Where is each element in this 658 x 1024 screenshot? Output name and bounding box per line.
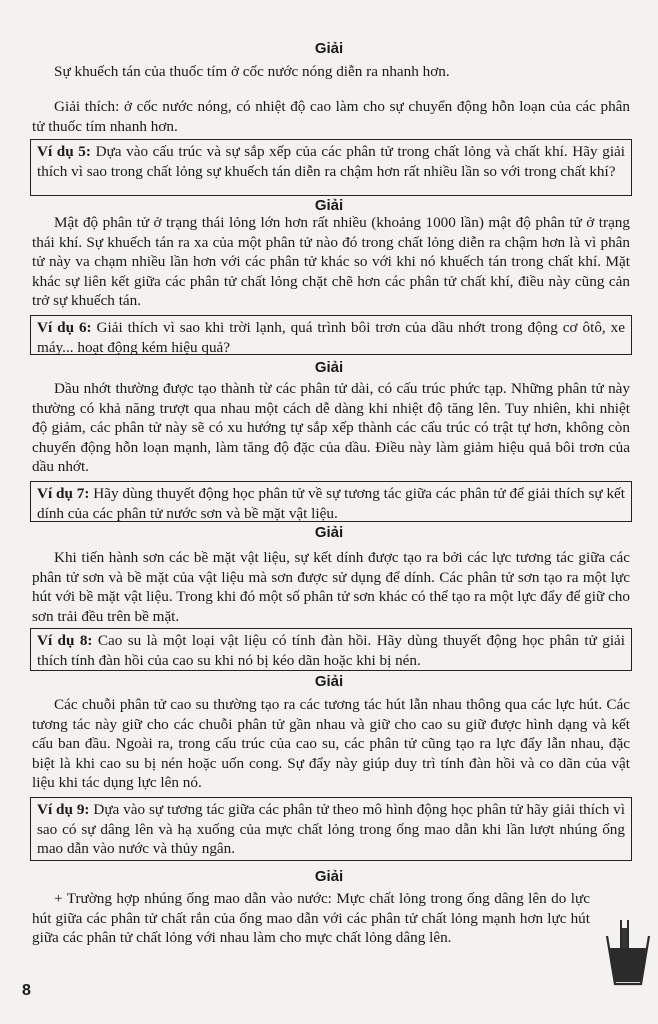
example-6-tag: Ví dụ 6: xyxy=(37,319,92,336)
intro-paragraph-1: Sự khuếch tán của thuốc tím ở cốc nước nóng diễn ra nhanh hơn. xyxy=(54,63,450,80)
example-5-box xyxy=(30,139,632,196)
example-8-box xyxy=(30,628,632,671)
example-7-answer: Khi tiến hành sơn các bề mặt vật liệu, sự kết dính được tạo ra bởi các lực tương tác giữa các phân tử sơn và bề mặt của vật liệu mà sơn được sử dụng để dính. Các phân tử sơn tạo ra một lực hút với bề mặt vật liệu. Trong khi đó một số phân tử sơn khác có thể tạo ra một lực đẩy để giữ cho sơn trải đều trên bề mặt. xyxy=(32,549,630,625)
answer-heading-5: Giải xyxy=(314,197,344,214)
example-7-question: Hãy dùng thuyết động học phân tử về sự tương tác giữa các phân tử để giải thích sự kết dính của các phân tử nước sơn và bề mặt vật liệu. xyxy=(37,485,625,522)
capillary-tube-in-water-icon xyxy=(604,918,652,991)
example-8-answer: Các chuỗi phân tử cao su thường tạo ra các tương tác hút lẫn nhau thông qua các lực hút. Các tương tác này giữ cho các chuỗi phân tử gần nhau và giữ cho cao su giữ được hình dạng và kết cấu ban đầu. Ngoài ra, trong cấu trúc của cao su, các phân tử cũng tạo ra lực đẩy lẫn nhau, đặc biệt là khi cao su bị nén hoặc uốn cong. Sự đẩy này giúp duy trì tính đàn hồi và co dãn của vật liệu khi tác dụng lực lên nó. xyxy=(32,696,630,791)
example-8-question: Cao su là một loại vật liệu có tính đàn hồi. Hãy dùng thuyết động học phân tử giải thích tính đàn hồi của cao su khi nó bị kéo dãn hoặc khi bị nén. xyxy=(37,632,625,669)
example-9-tag: Ví dụ 9: xyxy=(37,801,90,818)
answer-heading-9: Giải xyxy=(314,868,344,885)
example-6-question: Giải thích vì sao khi trời lạnh, quá trình bôi trơn của dầu nhớt trong động cơ ôtô, xe máy... hoạt động kém hiệu quả? xyxy=(37,319,625,356)
example-9-answer: + Trường hợp nhúng ống mao dẫn vào nước: Mực chất lỏng trong ống dâng lên do lực hút giữa các phân tử chất rắn của ống mao dẫn với các phân tử chất lỏng mạnh hơn lực hút giữa các phân tử chất lỏng với nhau làm cho mực chất lỏng dâng lên. xyxy=(32,890,590,946)
example-6-answer: Dầu nhớt thường được tạo thành từ các phân tử dài, có cấu trúc phức tạp. Những phân tử này thường có khả năng trượt qua nhau một cách dễ dàng khi nhiệt độ tăng lên. Tuy nhiên, khi nhiệt độ giảm, các phân tử này sẽ có xu hướng tự sắp xếp thành các cấu trúc có trật tự hơn, không còn chuyển động hỗn loạn mạnh, làm tăng độ đặc của dầu. Điều này làm giảm hiệu quả bôi trơn của dầu nhớt. xyxy=(32,380,630,475)
example-8-tag: Ví dụ 8: xyxy=(37,632,93,649)
example-5-tag: Ví dụ 5: xyxy=(37,143,91,160)
answer-heading-7: Giải xyxy=(314,524,344,541)
answer-heading-8: Giải xyxy=(314,673,344,690)
example-9-box xyxy=(30,797,632,861)
example-7-box xyxy=(30,481,632,522)
example-6-box xyxy=(30,315,632,355)
example-5-answer: Mật độ phân tử ở trạng thái lỏng lớn hơn rất nhiều (khoảng 1000 lần) mật độ phân tử ở trạng thái khí. Sự khuếch tán ra xa của một phân tử nào đó trong chất lỏng diễn ra chậm hơn là vì phân tử này va chạm nhiều lần hơn với các phân tử khác so với khi nó khuếch tán trong chất khí. Mặt khác sự liên kết giữa các phân tử chất lỏng chặt chẽ hơn các phân tử chất khí, điều này cũng cản trở sự khuếch tán. xyxy=(32,214,630,309)
page-number: 8 xyxy=(22,982,31,999)
example-9-question: Dựa vào sự tương tác giữa các phân tử theo mô hình động học phân tử hãy giải thích vì sao có sự dâng lên và hạ xuống của mực chất lỏng trong ống mao dẫn khi lần lượt nhúng ống mao dẫn vào nước và thủy ngân. xyxy=(37,801,625,857)
intro-paragraph-2: Giải thích: ở cốc nước nóng, có nhiệt độ cao làm cho sự chuyển động hỗn loạn của các phân tử thuốc tím nhanh hơn. xyxy=(32,98,630,135)
answer-heading-6: Giải xyxy=(314,359,344,376)
answer-heading-4: Giải xyxy=(314,40,344,57)
example-5-question: Dựa vào cấu trúc và sự sắp xếp của các phân tử trong chất lỏng và chất khí. Hãy giải thích vì sao trong chất lỏng sự khuếch tán diễn ra chậm hơn rất nhiều lần so với trong chất khí? xyxy=(37,143,625,180)
example-7-tag: Ví dụ 7: xyxy=(37,485,90,502)
